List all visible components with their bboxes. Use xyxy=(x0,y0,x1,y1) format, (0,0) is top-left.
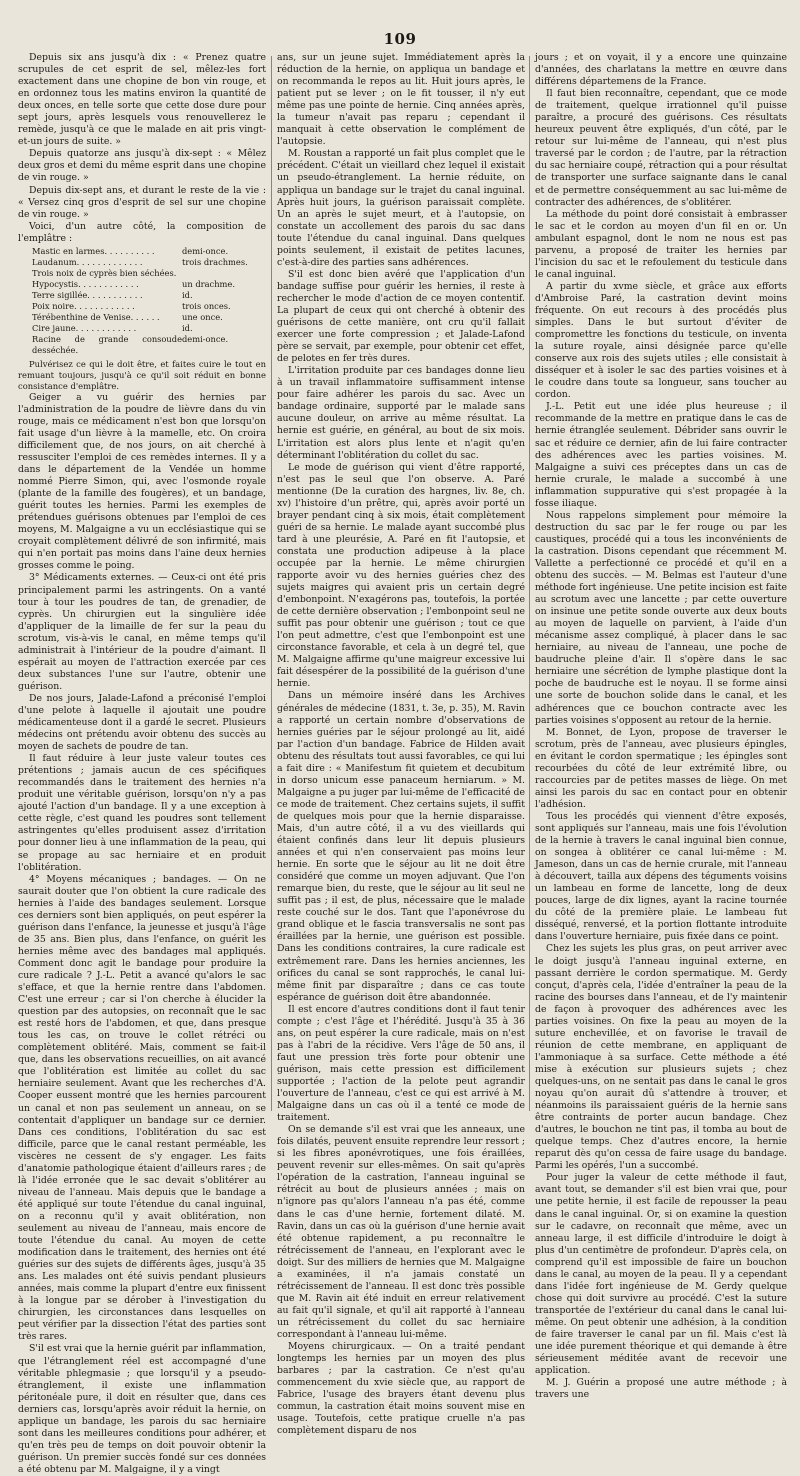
paragraph: Depuis dix-sept ans, et durant le reste de la vie : « Versez cinq gros d'esprit de sel sur une chopine de vin rouge. » xyxy=(18,184,266,220)
paragraph: Pour juger la valeur de cette méthode il faut, avant tout, se demander s'il est bien vrai que, pour une petite hernie, il est facile de repousser la peau dans le canal inguinal. Or, si on examine la question sur le cadavre, on reconnaît que même, avec un anneau large, il est difficile d'introduire le doigt à plus d'un centimètre de profondeur. D'après cela, on comprend qu'il est impossible de faire un bouchon dans le canal, au moyen de la peau. Il y a cependant dans l'idée fort ingénieuse de M. Gerdy quelque chose qui doit survivre au procédé. C'est la suture transportée de l'extérieur du canal dans le canal lui-même. On peut obtenir une adhésion, à la condition de faire traverser le canal par un fil. Mais c'est là une idée purement théorique et qui demande à être sérieusement méditée avant de recevoir une application. xyxy=(535,1172,787,1377)
ingredient: Trois noix de cyprès bien séchées. xyxy=(32,267,177,278)
paragraph: Geiger a vu guérir des hernies par l'administration de la poudre de lièvre dans du vin rouge, mais ce médicament n'est bon que lorsqu'on fait usage d'un lièvre à la mamelle, etc. On croira difficilement que, de nos jours, on ait cherché à ressusciter l'emploi de ces remèdes internes. Il y a dans le département de la Vendée un homme nommé Pierre Simon, qui, avec l'osmonde royale (plante de la famille des fougères), et un bandage, guérit toutes les hernies. Parmi les exemples de prétendues guérisons obtenues par l'emploi de ces moyens, M. Malgaigne a vu un ecclésiastique qui se croyait complètement délivré de son infirmité, mais qui n'en portait pas moins dans l'aine deux hernies grosses comme le poing. xyxy=(18,391,266,572)
paragraph: S'il est donc bien avéré que l'application d'un bandage suffise pour guérir les hernies, il reste à rechercher le mode d'action de ce moyen contentif. La plupart de ceux qui ont cherché à obtenir des guérisons de cette manière, ont cru qu'il fallait exercer une forte compression ; et Jalade-Lafond père se servait, par exemple, pour obtenir cet effet, de pelotes en fer très dures. xyxy=(277,268,525,365)
paragraph: On se demande s'il est vrai que les anneaux, une fois dilatés, peuvent ensuite reprendre leur ressort ; si les fibres aponévrotiques, une fois éraillées, peuvent revenir sur elles-mêmes. On sait qu'après l'opération de la castration, l'anneau inguinal se rétrécit au bout de plusieurs années ; mais on n'ignore pas qu'alors l'anneau n'a pas été, comme dans le cas d'une hernie, fortement dilaté. M. Ravin, dans un cas où la guérison d'une hernie avait été obtenue rapidement, a pu reconnaître le rétrécissement de l'anneau, en l'explorant avec le doigt. Sur des milliers de hernies que M. Malgaigne a examinées, il n'a jamais constaté un rétrécissement de l'anneau. Il est donc très possible que M. Ravin ait été induit en erreur relativement au fait qu'il signale, et qu'il ait rapporté à l'anneau un rétrécissement du collet du sac herniaire correspondant à l'anneau lui-même. xyxy=(277,1124,525,1340)
column-divider xyxy=(529,56,530,1111)
paragraph: jours ; et on voyait, il y a encore une quinzaine d'années, des charlatans la mettre en œuvre dans différens départemens de la France. xyxy=(535,52,787,88)
recipe-item xyxy=(32,257,266,268)
paragraph: Chez les sujets les plus gras, on peut arriver avec le doigt jusqu'à l'anneau inguinal externe, en passant derrière le cordon spermatique. M. Gerdy conçut, d'après cela, l'idée d'entraîner la peau de la racine des bourses dans l'anneau, et de l'y maintenir de façon à provoquer des adhérences avec les parties voisines. On fixe la peau au moyen de la suture enchevillée, et on favorise le travail de réunion de cette membrane, en appliquant de l'ammoniaque à sa surface. Cette méthode a été mise à exécution sur plusieurs sujets ; chez quelques-uns, on ne sentait pas dans le canal le gros noyau qu'on aurait dû s'attendre à trouver, et néanmoins ils paraissaient guéris de la hernie sans être contraints de porter aucun bandage. Chez d'autres, le bouchon ne tint pas, il tomba au bout de quelque temps. Chez d'autres encore, la hernie reparut dès qu'on cessa de faire usage du bandage. Parmi les opérés, l'un a succombé. xyxy=(535,943,787,1172)
ingredient: Poix noire. . . . . . . . . . . . xyxy=(32,300,135,311)
column-middle xyxy=(277,52,525,1437)
recipe-item xyxy=(32,268,266,279)
dose: demi-once. xyxy=(182,333,229,344)
paragraph: A partir du xvme siècle, et grâce aux efforts d'Ambroise Paré, la castration devint moins fréquente. On eut recours à des procédés plus simples. Dans le but surtout d'éviter de compromettre les fonctions du testicule, on inventa la suture royale, ainsi désignée parce qu'elle conserve aux rois des sujets utiles ; elle consistait à disséquer et à isoler le sac des parties voisines et à le coudre dans toute sa longueur, sans toucher au cordon. xyxy=(535,280,787,401)
column-left xyxy=(18,52,266,1475)
paragraph: M. J. Guérin a proposé une autre méthode ; à travers une xyxy=(535,1377,787,1401)
paragraph: Tous les procédés qui viennent d'être exposés, sont appliqués sur l'anneau, mais une fois l'évolution de la hernie à travers le canal inguinal bien connue, on songea à oblitérer ce canal lui-même : M. Jameson, dans un cas de hernie crurale, mit l'anneau à découvert, tailla aux dépens des téguments voisins un lambeau en forme de lancette, long de deux pouces, large de dix lignes, ayant la racine tournée du côté de la première plaie. Le lambeau fut disséqué, renversé, et la portion flottante introduite dans l'ouverture herniaire, puis fixée dans ce point. xyxy=(535,810,787,943)
paragraph: Depuis six ans jusqu'à dix : « Prenez quatre scrupules de cet esprit de sel, mêlez-les fort exactement dans une chopine de bon vin rouge, et en ordonnez tous les matins environ la quantité de deux onces, en telle sorte que cette dose dure pour sept jours, après lesquels vous renouvellerez le remède, jusqu'à ce que le malade en ait pris vingt-et-un jours de suite. » xyxy=(18,52,266,148)
paragraph: Pulvérisez ce qui le doit être, et faites cuire le tout en remuant toujours, jusqu'à ce qu'il soit réduit en bonne consistance d'emplâtre. xyxy=(18,358,266,391)
recipe-item xyxy=(32,279,266,290)
dose: demi-once. xyxy=(182,245,229,256)
ingredient: Mastic en larmes. . . . . . . . . . xyxy=(32,245,155,256)
paragraph: Il faut réduire à leur juste valeur toutes ces prétentions ; jamais aucun de ces spécifiques recommandés dans le traitement des hernies n'a produit une véritable guérison, lorsqu'on n'y a pas ajouté l'action d'un bandage. Il y a une exception à cette règle, c'est quand les poudres sont tellement astringentes qu'elles produisent assez d'irritation pour donner lieu à une inflammation de la peau, qui se propage au sac herniaire et en produit l'oblitération. xyxy=(18,753,266,873)
dose: un drachme. xyxy=(182,278,235,289)
paragraph: Il est encore d'autres conditions dont il faut tenir compte ; c'est l'âge et l'hérédité. Jusqu'à 35 à 36 ans, on peut espérer la cure radicale, mais on n'est pas à l'abri de la récidive. Vers l'âge de 50 ans, il faut une pression très forte pour obtenir une guérison, mais cette pression est difficilement supportée ; l'action de la pelote peut agrandir l'ouverture de l'anneau, c'est ce qui est arrivé à M. Malgaigne dans un cas où il a tenté ce mode de traitement. xyxy=(277,1003,525,1124)
paragraph: Voici, d'un autre côté, la composition de l'emplâtre : xyxy=(18,220,266,244)
recipe-item xyxy=(32,246,266,257)
dose: trois drachmes. xyxy=(182,256,248,267)
dose xyxy=(182,268,266,279)
ingredient: Racine de grande consoude desséchée. xyxy=(32,333,182,355)
recipe-item xyxy=(32,334,266,356)
dose: trois onces. xyxy=(182,300,231,311)
column-right xyxy=(535,52,787,1401)
paragraph: Le mode de guérison qui vient d'être rapporté, n'est pas le seul que l'on observe. A. Paré mentionne (De la curation des hargnes, liv. 8e, ch. xv) l'histoire d'un prêtre, qui, après avoir porté un brayer pendant cinq à six mois, était complètement guéri de sa hernie. Le malade ayant succombé plus tard à une pleurésie, A. Paré en fit l'autopsie, et constata une production adipeuse à la place occupée par la hernie. Le même chirurgien rapporte avoir vu des hernies guéries chez des sujets maigres qui avaient pris un certain degré d'embonpoint. N'exagérons pas, toutefois, la portée de cette dernière observation ; l'embonpoint seul ne suffit pas pour obtenir une guérison ; tout ce que l'on peut admettre, c'est que l'embonpoint est une circonstance favorable, et cela à un degré tel, que M. Malgaigne affirme qu'une maigreur excessive lui fait désespérer de la possibilité de la guérison d'une hernie. xyxy=(277,461,525,690)
paragraph: M. Bonnet, de Lyon, propose de traverser le scrotum, près de l'anneau, avec plusieurs épingles, en évitant le cordon spermatique ; les épingles sont recourbées du côté de leur extrémité libre, ou raccourcies par de petites masses de liège. On met ainsi les parois du sac en contact pour en obtenir l'adhésion. xyxy=(535,726,787,810)
paragraph: De nos jours, Jalade-Lafond a préconisé l'emploi d'une pelote à laquelle il ajoutait une poudre médicamenteuse dont il a gardé le secret. Plusieurs médecins ont prétendu avoir obtenu des succès au moyen de sachets de poudre de tan. xyxy=(18,692,266,753)
recipe-item xyxy=(32,290,266,301)
ingredient: Térébenthine de Venise. . . . . . xyxy=(32,311,160,322)
paragraph: 4° Moyens mécaniques ; bandages. — On ne saurait douter que l'on obtient la cure radicale des hernies à l'aide des bandages seulement. Lorsque ces derniers sont bien appliqués, on peut espérer la guérison dans l'enfance, la jeunesse et jusqu'à l'âge de 35 ans. Bien plus, dans l'enfance, on guérit les hernies même avec des bandages mal appliqués. Comment donc agit le bandage pour produire la cure radicale ? J.-L. Petit a avancé qu'alors le sac s'efface, et que la hernie rentre dans l'abdomen. C'est une erreur ; car si l'on cherche à élucider la question par des autopsies, on reconnaît que le sac est resté hors de l'abdomen, et que, dans presque tous les cas, on trouve le collet rétréci ou complètement oblitéré. Mais, comment se fait-il que, dans les observations recueillies, on ait avancé que l'oblitération est limitée au collet du sac herniaire seulement. Avant que les recherches d'A. Cooper eussent montré que les hernies parcourent un canal et non pas seulement un anneau, on se contentait d'appliquer un bandage sur ce dernier. Dans ces conditions, l'oblitération du sac est difficile, parce que le canal restant perméable, les viscères ne cessent de s'y engager. Les faits d'anatomie pathologique étaient d'ailleurs rares ; de là l'idée erronée que le sac devait s'oblitérer au niveau de l'anneau. Mais depuis que le bandage a été appliqué sur toute l'étendue du canal inguinal, on a reconnu qu'il y avait oblitération, non seulement au niveau de l'anneau, mais encore de toute l'étendue du canal. Au moyen de cette modification dans le traitement, des hernies ont été guéries sur des sujets de différents âges, jusqu'à 35 ans. Les malades ont été suivis pendant plusieurs années, mais comme la plupart d'entre eux finissent à la longue par se dérober à l'investigation du chirurgien, les circonstances dans lesquelles on peut vérifier par la dissection l'état des parties sont très rares. xyxy=(18,873,266,1343)
dose: id. xyxy=(182,289,193,300)
paragraph: Nous rappelons simplement pour mémoire la destruction du sac par le fer rouge ou par les caustiques, procédé qui a tous les inconvénients de la castration. Disons cependant que récemment M. Vallette a perfectionné ce procédé et qu'il en a obtenu des succès. — M. Belmas est l'auteur d'une méthode fort ingénieuse. Une petite incision est faite au scrotum avec une lancette ; par cette ouverture on insinue une petite sonde ouverte aux deux bouts au moyen de laquelle on parvient, à l'aide d'un mécanisme assez compliqué, à placer dans le sac herniaire, au niveau de l'anneau, une poche de baudruche pleine d'air. Il s'opère dans le sac herniaire une sécrétion de lymphe plastique dont la poche de baudruche est le noyau. Il se forme ainsi une sorte de bouchon solide dans le canal, et les adhérences que ce bouchon contracte avec les parties voisines s'opposent au retour de la hernie. xyxy=(535,509,787,726)
recipe-item xyxy=(32,312,266,323)
paragraph: Dans un mémoire inséré dans les Archives générales de médecine (1831, t. 3e, p. 35), M. Ravin a rapporté un certain nombre d'observations de hernies guéries par le séjour prolongé au lit, aidé par l'action d'un bandage. Fabrice de Hilden avait obtenu des résultats tout aussi favorables, ce qui lui a fait dire : « Manifestum fit quietem et decubitum in dorso unicum esse panaceum herniarum. » M. Malgaigne a pu juger par lui-même de l'efficacité de ce mode de traitement. Chez certains sujets, il suffit de quelques mois pour que la hernie disparaisse. Mais, d'un autre côté, il a vu des vieillards qui étaient confinés dans leur lit depuis plusieurs années et qui n'en conservaient pas moins leur hernie. En sorte que le séjour au lit ne doit être considéré que comme un moyen adjuvant. Que l'on remarque bien, du reste, que le séjour au lit seul ne suffit pas ; il est, de plus, nécessaire que le malade reste couché sur le dos. Tant que l'aponévrose du grand oblique et le fascia transversalis ne sont pas éraillées par la hernie, une guérison est possible. Dans les conditions contraires, la cure radicale est extrêmement rare. Dans les hernies anciennes, les orifices du canal se sont rapprochés, le canal lui-même finit par disparaître ; dans ce cas toute espérance de guérison doit être abandonnée. xyxy=(277,690,525,1003)
paragraph: J.-L. Petit eut une idée plus heureuse ; il recommande de la mettre en pratique dans le cas de hernie étranglée seulement. Débrider sans ouvrir le sac et réduire ce dernier, afin de lui faire contracter des adhérences avec les parties voisines. M. Malgaigne a suivi ces préceptes dans un cas de hernie crurale, le malade a succombé à une inflammation suppurative qui s'est propagée à la fosse iliaque. xyxy=(535,401,787,509)
recipe-item xyxy=(32,301,266,312)
paragraph: Moyens chirurgicaux. — On a traité pendant longtemps les hernies par un moyen des plus barbares ; par la castration. Ce n'est qu'au commencement du xvie siècle que, au rapport de Fabrice, l'usage des brayers étant devenu plus commun, la castration était moins souvent mise en usage. Toutefois, cette pratique cruelle n'a pas complètement disparu de nos xyxy=(277,1341,525,1437)
paragraph: M. Roustan a rapporté un fait plus complet que le précédent. C'était un vieillard chez lequel il existait un pseudo-étranglement. La hernie réduite, on appliqua un bandage sur le trajet du canal inguinal. Après huit jours, la guérison paraissait complète. Un an après le sujet meurt, et à l'autopsie, on constate un accollement des parois du sac dans toute l'étendue du canal inguinal. Dans quelques points seulement, il existait de petites lacunes, c'est-à-dire des parties sans adhérences. xyxy=(277,148,525,268)
paragraph: 3° Médicaments externes. — Ceux-ci ont été pris principalement parmi les astringents. On a vanté tour à tour les poudres de tan, de grenadier, de cyprès. Un chirurgien eut la singulière idée d'appliquer de la limaille de fer sur la peau du scrotum, vis-à-vis le canal, en même temps qu'il administrait à l'intérieur de la poudre d'aimant. Il espérait au moyen de l'attraction exercée par ces deux substances l'une sur l'autre, obtenir une guérison. xyxy=(18,572,266,692)
ingredient: Terre sigillée. . . . . . . . . . . xyxy=(32,289,143,300)
paragraph: S'il est vrai que la hernie guérit par inflammation, que l'étranglement réel est accompagné d'une véritable phlegmasie ; que lorsqu'il y a pseudo-étranglement, il existe une inflammation péritonéale pure, il doit en résulter que, dans ces derniers cas, lorsqu'après avoir réduit la hernie, on applique un bandage, les parois du sac herniaire sont dans les meilleures conditions pour adhérer, et qu'en très peu de temps on doit pouvoir obtenir la guérison. Un premier succès fondé sur ces données a été obtenu par M. Malgaigne, il y a vingt xyxy=(18,1343,266,1475)
page-number: 109 xyxy=(383,30,417,48)
recipe-list xyxy=(32,246,266,356)
paragraph: Depuis quatorze ans jusqu'à dix-sept : « Mêlez deux gros et demi du même esprit dans une chopine de vin rouge. » xyxy=(18,148,266,184)
ingredient: Hypocystis. . . . . . . . . . . . xyxy=(32,278,139,289)
paragraph: ans, sur un jeune sujet. Immédiatement après la réduction de la hernie, on appliqua un bandage et on recommanda le repos au lit. Huit jours après, le patient put se lever ; on le fit tousser, il n'y eut même pas une pointe de hernie. Cinq années après, la tumeur n'avait pas reparu ; cependant il manquait à cette observation le complément de l'autopsie. xyxy=(277,52,525,148)
ingredient: Cire jaune. . . . . . . . . . . . xyxy=(32,322,137,333)
recipe-item xyxy=(32,323,266,334)
ingredient: Laudanum. . . . . . . . . . . . . xyxy=(32,256,143,267)
paragraph: La méthode du point doré consistait à embrasser le sac et le cordon au moyen d'un fil en or. Un ambulant espagnol, dont le nom ne nous est pas parvenu, a proposé de traiter les hernies par l'incision du sac et le refoulement du testicule dans le canal inguinal. xyxy=(535,208,787,280)
dose: une once. xyxy=(182,311,223,322)
paragraph: L'irritation produite par ces bandages donne lieu à un travail inflammatoire suffisamment intense pour faire adhérer les parois du sac. Avec un bandage ordinaire, supporté par le malade sans aucune douleur, on arrive au même résultat. La hernie est guérie, en général, au bout de six mois. L'irritation est alors plus lente et n'agit qu'en déterminant l'oblitération du collet du sac. xyxy=(277,365,525,461)
column-divider xyxy=(271,56,272,1111)
dose: id. xyxy=(182,322,193,333)
paragraph: Il faut bien reconnaître, cependant, que ce mode de traitement, quelque irrationnel qu'il puisse paraître, a procuré des guérisons. Ces résultats heureux peuvent être expliqués, d'un côté, par le retour sur lui-même de l'anneau, qui n'est plus traversé par le cordon ; de l'autre, par la rétraction du sac herniaire coupé, rétraction qui a pour résultat de transporter une surface saignante dans le canal et de permettre conséquemment au sac lui-même de contracter des adhérences, de s'oblitérer. xyxy=(535,88,787,208)
